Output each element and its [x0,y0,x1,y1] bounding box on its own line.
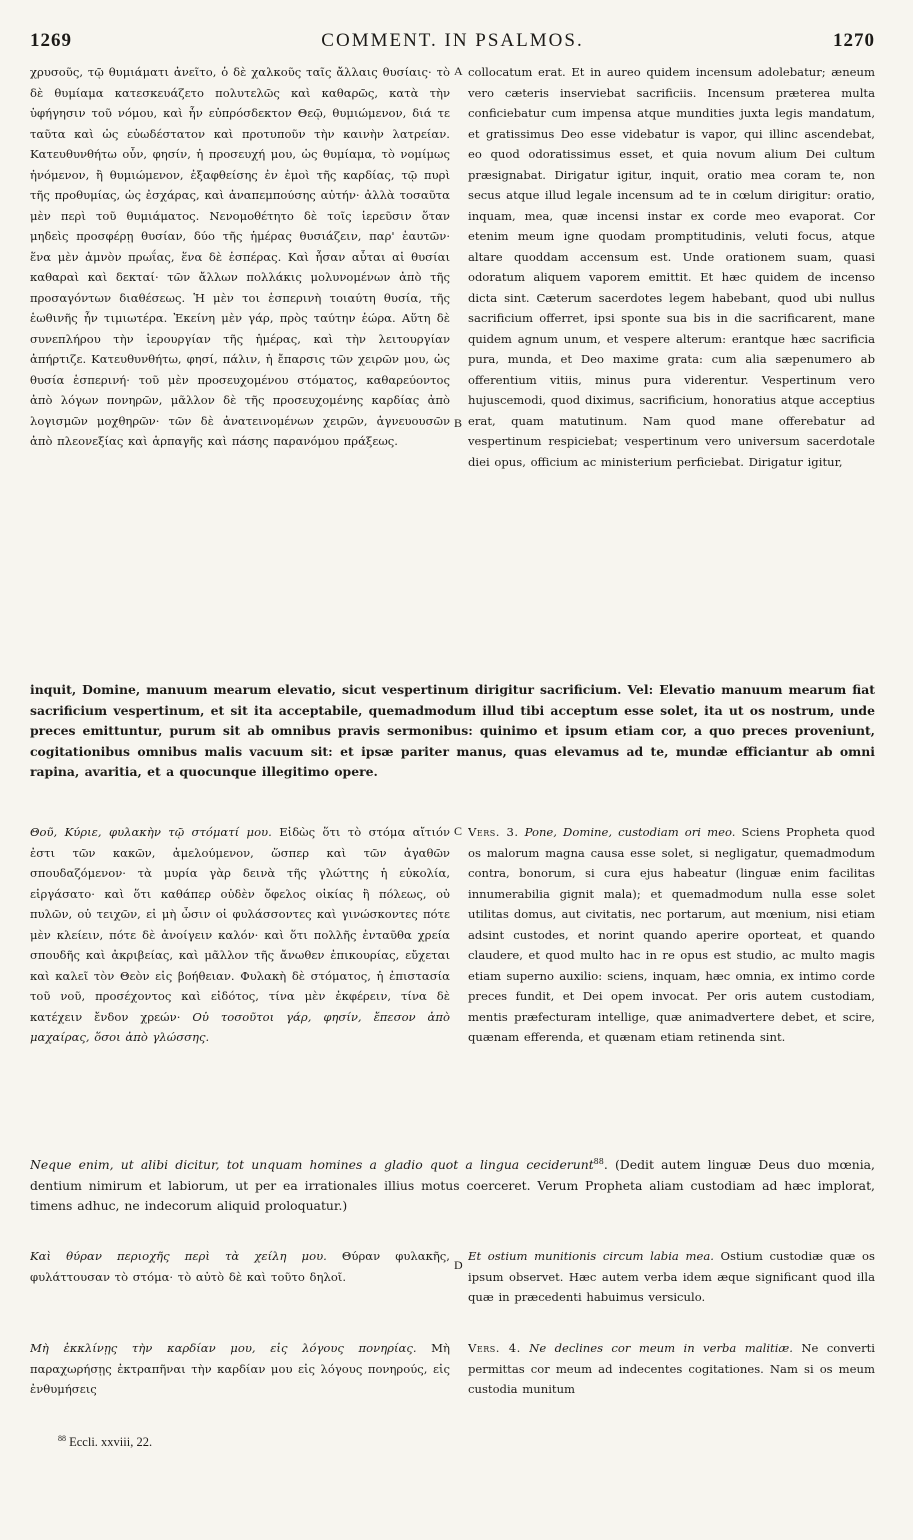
section-e [30,1338,875,1410]
greek-column-d [30,1246,450,1328]
greek-text-c: Εἰδὼς ὅτι τὸ στόμα αἴτιόν ἐστι τῶν κακῶν, ἀμελούμενον, ὥσπερ καὶ τῶν ἀγαθῶν σπουδαζόμενον· τὰ μυρία γὰρ δεινὰ τῆς γλώττης ἡ εὐκολία, εἰργάσατο· καὶ ὅτι καθάπερ οὐδὲν ὄφελος οἰκίας ἢ πόλεως, οὐ πυλῶν, οὐ τειχῶν, εἰ μὴ ὦσιν οἱ φυλάσσοντες καὶ γινώσκοντες πότε μὲν κλείειν, πότε δὲ ἀνοίγειν καλόν· καὶ ὅτι πολλῆς ἐνταῦθα χρεία σπουδῆς καὶ ἀκριβείας, καὶ μᾶλλον τῆς ἄνωθεν ἐπικουρίας, εὔχεται καὶ καλεῖ τὸν Θεὸν εἰς βοήθειαν. Φυλακὴ δὲ στόματος, ἡ ἐπιστασία τοῦ νοῦ, προσέχοντος καὶ εἰδότος, τίνα μὲν ἐκφέρειν, τίνα δὲ κατέχειν ἔνδον χρεών· [30,825,450,1024]
margin-marker-d: D [454,1258,463,1272]
verse-label-4: Vers. 4. [468,1341,521,1355]
page-header [30,30,875,56]
latin-text-c: Sciens Propheta quod os malorum magna causa esse solet, si negligatur, quemadmodum contra, bonorum, si cura ejus habeatur (linguæ enim facilitas innumerabilia gignit mala); et quemadmodum nulla esse solet utilitas domus, aut civitatis, nec portarum, aut mœnium, nisi etiam adsint custodes, et norint quando aperire oporteat, et quando claudere, et quod multo hac in re opus est studio, ac multo magis etiam superno auxilio: sciens, inquam, hæc omnia, ex intimo corde preces fundit, et Dei opem invocat. Per oris autem custodiam, mentis præfecturam intellige, quæ animadvertere debet, et scire, quænam efferenda, et quænam etiam retinenda sint. [468,825,875,1044]
verse-label-3: Vers. 3. [468,825,519,839]
margin-marker-a: A [454,64,463,78]
footnote-text: Eccli. xxviii, 22. [69,1435,153,1450]
margin-marker-c: C [454,824,463,838]
latin-text-d: Ostium custodiæ quæ os ipsum observet. Hæc autem verba idem æque significant quod illa quæ in præcedenti habuimus versiculo. [468,1249,875,1304]
greek-text-e: Μὴ παραχωρήσῃς ἐκτραπῆναι τὴν καρδίαν μου εἰς λόγους πονηρούς, εἰς ἐνθυμήσεις [30,1341,450,1396]
greek-column-a: χρυσοῦς, τῷ θυμιάματι ἀνεῖτο, ὁ δὲ χαλκοῦς ταῖς ἄλλαις θυσίαις· τὸ δὲ θυμίαμα κατεσκευάζετο πολυτελῶς καὶ καθαρῶς, κατὰ τὴν ὑφήγησιν τοῦ νόμου, καὶ ἦν εὐπρόσδεκτον Θεῷ, θυμιώμενον, διά τε ταῦτα καὶ ὡς εὐωδέστατον καὶ προτυποῦν τὴν καινὴν λατρείαν. Κατευθυνθήτω οὖν, φησίν, ἡ προσευχή μου, ὡς θυμίαμα, τὸ νομίμως ἠνόμενον, ἢ θυμιώμενον, ἐξαφθείσης ἐν ἐμοὶ τῆς καρδίας, τῷ πυρὶ τῆς προθυμίας, ὡς ἐσχάρας, καὶ ἀναπεμπούσης αὐτήν· ἀλλὰ τοσαῦτα μὲν περὶ τοῦ θυμιάματος. Νενομοθέτητο δὲ τοῖς ἱερεῦσιν ὅταν μηδεὶς προσφέρῃ θυσίαν, δύο τῆς ἡμέρας θυσιάζειν, παρ' ἑαυτῶν· ἕνα μὲν ἀμνὸν πρωΐας, ἕνα δὲ ἑσπέρας. Καὶ ἦσαν αὗται αἱ θυσίαι καθαραὶ καὶ δεκταί· τῶν ἄλλων πολλάκις μολυνομένων ἀπὸ τῆς προσαγόντων διαθέσεως. Ἡ μὲν τοι ἑσπερινὴ τοιαύτη θυσία, τῆς ἑωθινῆς ἦν τιμιωτέρα. Ἐκείνη μὲν γάρ, πρὸς ταύτην ἑώρα. Αὕτη δὲ συνεπλήρου τὴν ἱερουργίαν τῆς ἡμέρας, καὶ τὴν λειτουργίαν ἀπήρτιζε. Κατευθυνθήτω, φησί, πάλιν, ἡ ἔπαρσις τῶν χειρῶν μου, ὡς θυσία ἑσπερινή· τοῦ μὲν προσευχομένου στόματος, καθαρεύοντος ἀπὸ λόγων πονηρῶν, μᾶλλον δὲ τῆς προσευχομένης καρδίας ἀπὸ λογισμῶν μοχθηρῶν· τῶν δὲ ἀνατεινομένων χειρῶν, ἁγνευουσῶν ἀπὸ πλεονεξίας καὶ ἁρπαγῆς καὶ πάσης παρανόμου πράξεως. [30,65,450,448]
greek-column-c [30,822,450,1152]
full-text-c: . (Dedit autem linguæ Deus duo mœnia, dentium nimirum et labiorum, ut per ea irrationales illius motus coerceret. Verum Propheta aliam custodiam ad hæc implorat, timens adhuc, ne indecorum aliquid proloquatur.) [30,1157,875,1214]
left-page-number: 1269 [30,30,72,51]
section-c [30,822,875,1234]
footnote [58,1434,152,1450]
latin-lemma-e: Ne declines cor meum in verba malitiæ. [529,1341,793,1355]
full-width-paragraph-c [30,1152,875,1234]
latin-column-a: collocatum erat. Et in aureo quidem incensum adolebatur; æneum vero cæteris inserviebat sacrificiis. Incensum præterea multa conficiebatur cum impensa atque mundities juxta legis mandatum, et gratissimus Deo esse videbatur is vapor, qui illinc ascendebat, eo quod odoratissimus esset, et quia novum alium Dei cultum præsignabat. Dirigatur igitur, inquit, oratio mea coram te, non secus atque illud legale incensum ad te in cœlum dirigitur: oratio, inquam, mea, quæ incensi instar ex corde meo evaporat. Cor etenim meum igne quodam promptitudinis, veluti focus, atque altare quoddam accensum est. Unde orationem suam, quasi odoratum aliquem vaporem emittit. Et hæc quidem de incenso dicta sint. Cæterum sacerdotes legem habebant, quod ubi nullus sacrificium offerret, ipsi sponte sua bis in die sacrificarent, mane quidem agnum unum, et vespere alterum: erantque hæc sacrificia pura, munda, et Deo maxime grata: cum alia sæpenumero ab offerentium vitiis, minus pura viderentur. Vespertinum vero hujuscemodi, quod diximus, sacrificium, honoratius atque acceptius erat, quam matutinum. Nam quod mane offerebatur ad vespertinum respiciebat; vespertinum vero universum sacerdotale diei opus, officium ac ministerium perficiebat. Dirigatur igitur, [468,65,875,469]
greek-lemma-e: Μὴ ἐκκλίνῃς τὴν καρδίαν μου, εἰς λόγους πονηρίας. [30,1341,417,1355]
greek-quote-c: Οὐ τοσοῦτοι γάρ, φησίν, ἔπεσον ἀπὸ μαχαίρας, ὅσοι ἀπὸ γλώσσης. [30,1009,450,1044]
latin-lemma-c: Pone, Domine, custodiam ori meo. [524,825,736,839]
margin-marker-b: B [454,416,463,430]
latin-column-d [468,1246,875,1328]
footnote-ref: 88 [593,1157,604,1166]
greek-column-e [30,1338,450,1410]
greek-text-d: Θύραν φυλακῆς, φυλάττουσαν τὸ στόμα· τὸ αὐτὸ δὲ καὶ τοῦτο δηλοῖ. [30,1249,450,1284]
section-a [30,62,875,804]
section-d [30,1246,875,1328]
lingua-quote: Neque enim, ut alibi dicitur, tot unquam homines a gladio quot a lingua ceciderunt [30,1157,594,1173]
greek-lemma-d: Καὶ θύραν περιοχῆς περὶ τὰ χείλη μου. [30,1249,327,1263]
full-width-paragraph-a: inquit, Domine, manuum mearum elevatio, sicut vespertinum dirigitur sacrificium. Vel: Elevatio manuum mearum fiat sacrificium vespertinum, et sit ita acceptabile, quemadmodum illud tibi acceptum esse solet, ita ut os nostrum, unde preces emittuntur, purum sit ab omnibus pravis sermonibus: quinimo et ipsum etiam cor, a quo preces proveniunt, cogitationibus omnibus malis vacuum sit: et ipsæ pariter manus, quas elevamus ad te, mundæ efficiantur ab omni rapina, avaritia, et a quocunque illegitimo opere. [30,682,875,779]
footnote-mark: 88 [58,1434,66,1443]
latin-text-e: Ne converti permittas cor meum ad indecentes cogitationes. Nam si os meum custodia munitum [468,1341,875,1396]
latin-column-c [468,822,875,1152]
greek-lemma-c: Θοῦ, Κύριε, φυλακὴν τῷ στόματί μου. [30,825,272,839]
latin-column-e [468,1338,875,1410]
running-title: COMMENT. IN PSALMOS. [321,30,584,51]
right-page-number: 1270 [833,30,875,51]
latin-lemma-d: Et ostium munitionis circum labia mea. [468,1249,714,1263]
